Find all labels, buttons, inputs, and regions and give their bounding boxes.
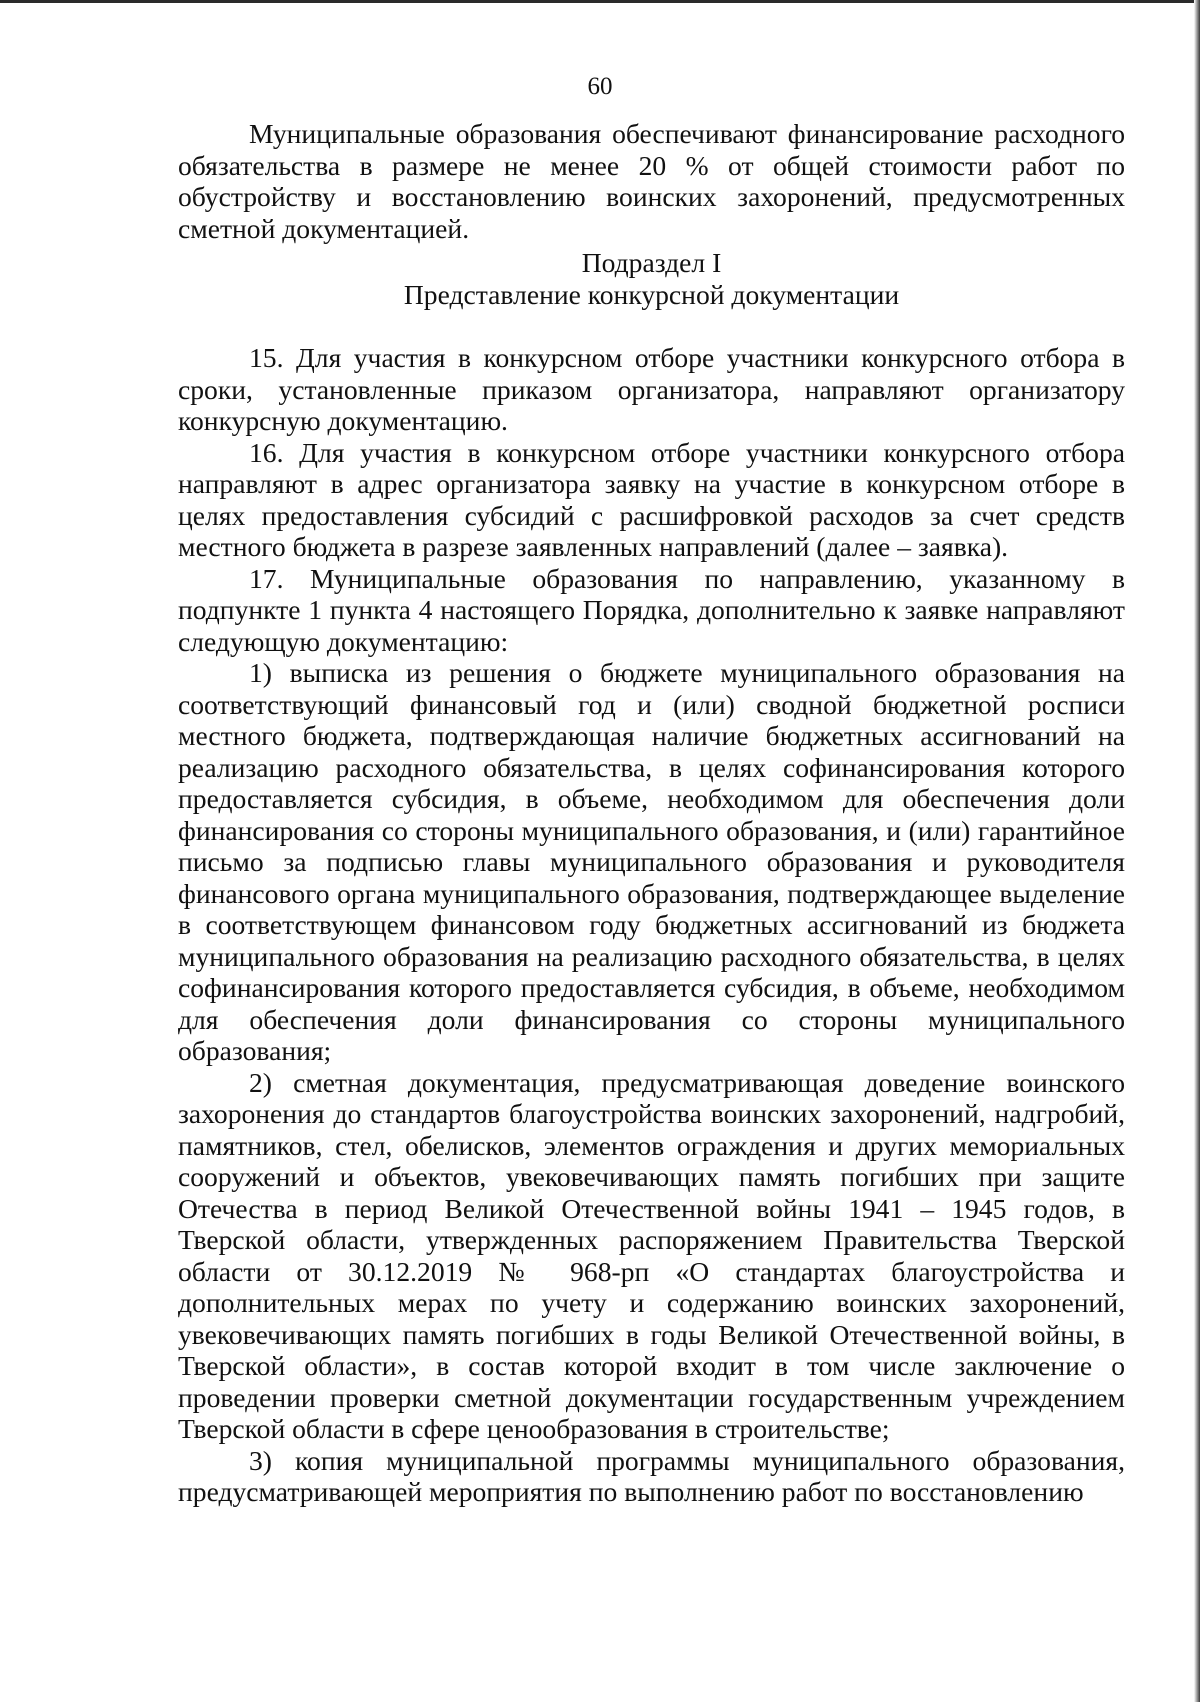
intro-paragraph: Муниципальные образования обеспечивают финансирование расходного обязательства в размере не менее 20 % от общей стоимости работ по обустройству и восстановлению воинских захоронений, предусмотренных сметной документацией.: [178, 118, 1125, 244]
list-item-1: 1) выписка из решения о бюджете муниципального образования на соответствующий финансовый год и (или) сводной бюджетной росписи местного бюджета, подтверждающая наличие бюджетных ассигнований на реализацию расходного обязательства, в целях софинансирования которого предоставляется субсидия, в объеме, необходимом для обеспечения доли финансирования со стороны муниципального образования, и (или) гарантийное письмо за подписью главы муниципального образования и руководителя финансового органа муниципального образования, подтверждающее выделение в соответствующем финансовом году бюджетных ассигнований из бюджета муниципального образования на реализацию расходного обязательства, в целях софинансирования которого предоставляется субсидия, в объеме, необходимом для обеспечения доли финансирования со стороны муниципального образования;: [178, 657, 1125, 1066]
subsection-title: Подраздел I: [581, 247, 722, 278]
paragraph-16: 16. Для участия в конкурсном отборе участники конкурсного отбора направляют в адрес организатора заявку на участие в конкурсном отборе в целях предоставления субсидий с расшифровкой расходов за счет средств местного бюджета в разрезе заявленных направлений (далее – заявка).: [178, 436, 1125, 562]
list-item-2: 2) сметная документация, предусматривающая доведение воинского захоронения до стандартов благоустройства воинских захоронений, надгробий, памятников, стел, обелисков, элементов ограждения и других мемориальных сооружений и объектов, увековечивающих память погибших при защите Отечества в период Великой Отечественной войны 1941 – 1945 годов, в Тверской области, утвержденных распоряжением Правительства Тверской области от 30.12.2019 № 968-рп «О стандартах благоустройства и дополнительных мерах по учету и содержанию воинских захоронений, увековечивающих память погибших в годы Великой Отечественной войны, в Тверской области», в состав которой входит в том числе заключение о проведении проверки сметной документации государственным учреждением Тверской области в сфере ценообразования в строительстве;: [178, 1066, 1125, 1444]
subsection-subtitle: Представление конкурсной документации: [403, 278, 900, 310]
page-number: 60: [587, 73, 613, 100]
paragraph-17: 17. Муниципальные образования по направлению, указанному в подпункте 1 пункта 4 настоящего Порядка, дополнительно к заявке направляют следующую документацию:: [178, 562, 1125, 657]
list-item-3: 3) копия муниципальной программы муниципального образования, предусматривающей мероприятия по выполнению работ по восстановлению: [178, 1444, 1125, 1507]
scan-edge-top: [0, 0, 1200, 3]
scan-edge-right: [1194, 0, 1200, 1702]
subsection-heading: [178, 247, 1125, 310]
paragraph-15: 15. Для участия в конкурсном отборе участники конкурсного отбора в сроки, установленные приказом организатора, направляют организатору конкурсную документацию.: [178, 342, 1125, 436]
section-spacer: [178, 310, 1125, 342]
document-body: [178, 118, 1125, 1508]
